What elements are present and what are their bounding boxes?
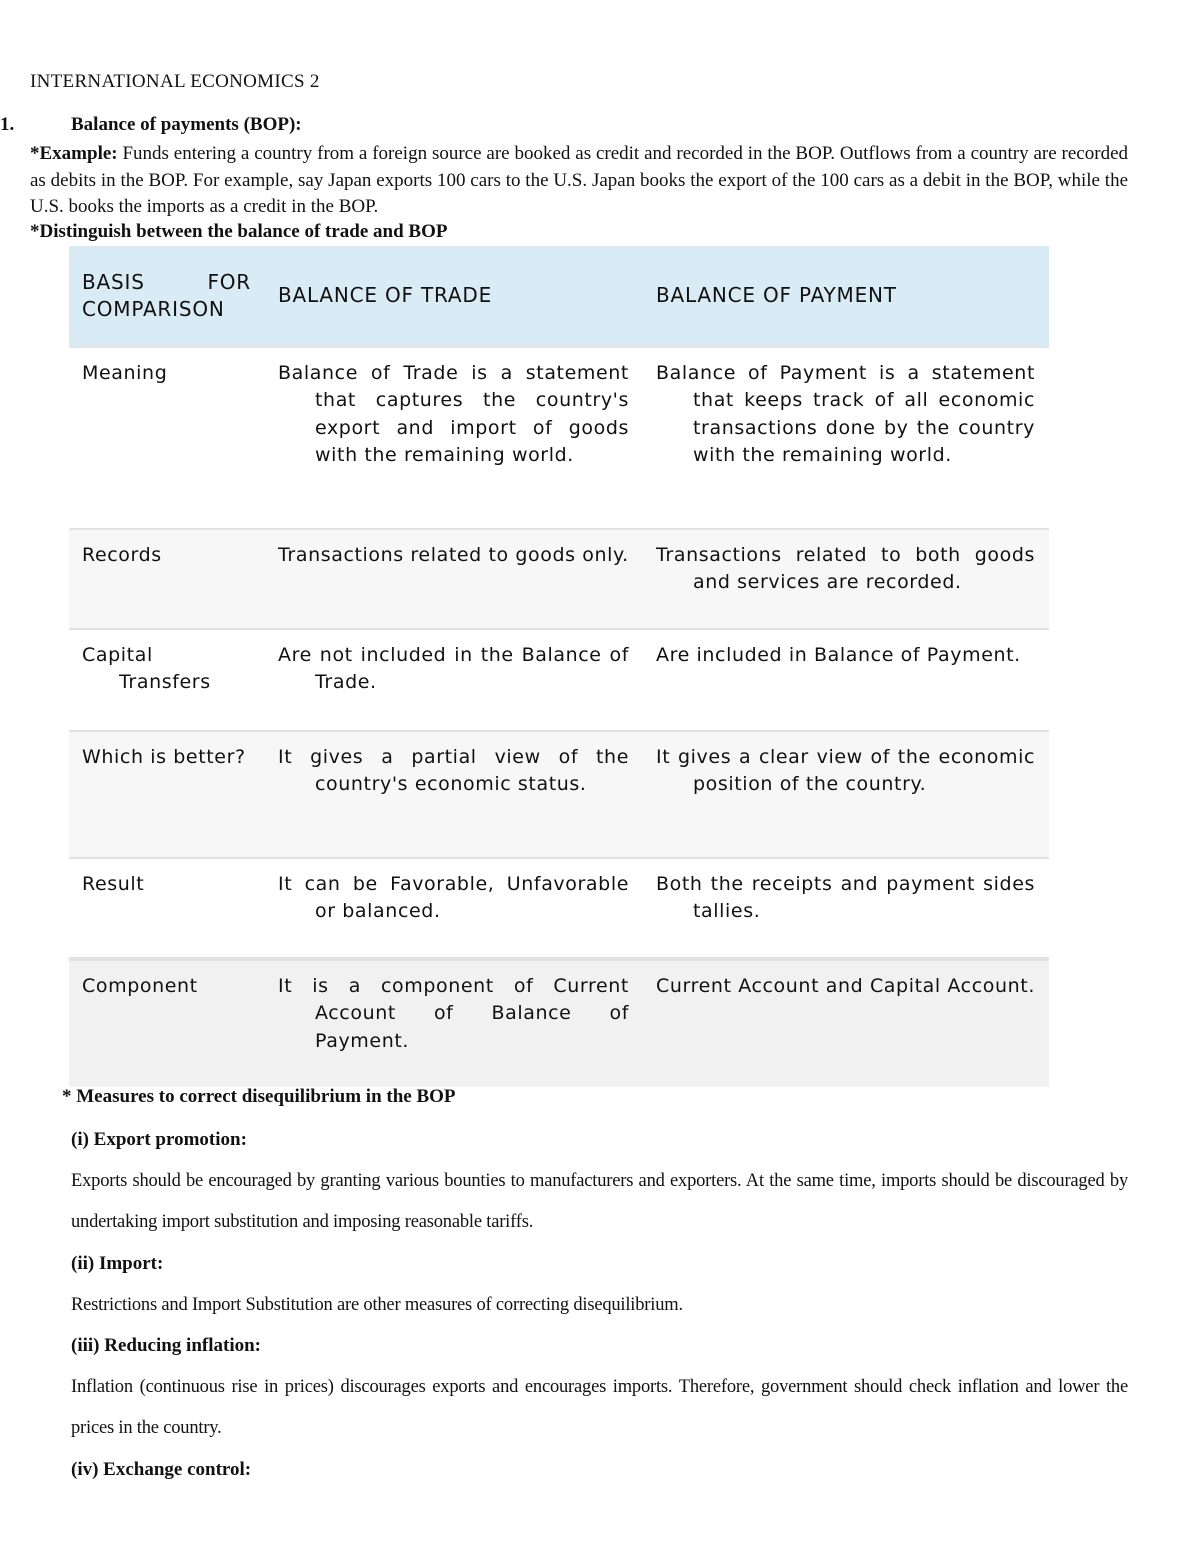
distinguish-heading: *Distinguish between the balance of trade and BOP — [30, 221, 448, 242]
measure-heading-import: (ii) Import: — [71, 1253, 164, 1274]
cell-payment: Transactions related to both goods and services are recorded. — [643, 529, 1049, 629]
cell-basis: Component — [69, 959, 265, 1087]
cell-payment: Current Account and Capital Account. — [643, 959, 1049, 1087]
cell-trade: Transactions related to goods only. — [265, 529, 643, 629]
table-row — [69, 529, 1049, 629]
section-title: Balance of payments (BOP): — [71, 114, 302, 135]
table-row — [69, 629, 1049, 731]
cell-trade: Balance of Trade is a statement that captures the country's export and import of goods with the remaining world. — [265, 347, 643, 529]
table-header-row — [69, 246, 1049, 347]
cell-payment: Balance of Payment is a statement that keeps track of all economic transactions done by the country with the remaining world. — [643, 347, 1049, 529]
document-title: INTERNATIONAL ECONOMICS 2 — [30, 71, 320, 92]
cell-trade: It gives a partial view of the country's economic status. — [265, 731, 643, 858]
cell-basis: Records — [69, 529, 265, 629]
cell-payment: It gives a clear view of the economic position of the country. — [643, 731, 1049, 858]
example-paragraph — [30, 141, 1128, 221]
table-row — [69, 731, 1049, 858]
section-number: 1. — [0, 114, 15, 135]
measure-heading-reducing-inflation: (iii) Reducing inflation: — [71, 1335, 262, 1356]
measure-text-import: Restrictions and Import Substitution are other measures of correcting disequilibrium. — [71, 1295, 683, 1315]
measure-text-export-promotion: Exports should be encouraged by granting various bounties to manufacturers and exporters. At the same time, imports should be discouraged by undertaking import substitution and imposing reasonable tariffs. — [71, 1171, 1128, 1232]
cell-basis: Meaning — [69, 347, 265, 529]
cell-payment: Both the receipts and payment sides tallies. — [643, 858, 1049, 959]
measure-heading-export-promotion: (i) Export promotion: — [71, 1129, 247, 1150]
example-text: Funds entering a country from a foreign source are booked as credit and recorded in the BOP. Outflows from a country are recorded as debits in the BOP. For example, say Japan exports 100 cars to the U.S. Japan books the export of the 100 cars as a debit in the BOP, while the U.S. books the imports as a credit in the BOP. — [30, 143, 1128, 217]
measures-heading: * Measures to correct disequilibrium in the BOP — [62, 1086, 456, 1107]
table-row — [69, 959, 1049, 1087]
header-balance-of-trade: BALANCE OF TRADE — [265, 246, 643, 347]
measure-heading-exchange-control: (iv) Exchange control: — [71, 1459, 252, 1480]
header-balance-of-payment: BALANCE OF PAYMENT — [643, 246, 1049, 347]
comparison-table — [69, 246, 1049, 1087]
cell-basis: Capital Transfers — [69, 629, 265, 731]
example-label: *Example: — [30, 143, 118, 164]
header-basis: BASIS FOR COMPARISON — [69, 246, 265, 347]
cell-trade: Are not included in the Balance of Trade. — [265, 629, 643, 731]
cell-trade: It is a component of Current Account of Balance of Payment. — [265, 959, 643, 1087]
measure-text-reducing-inflation: Inflation (continuous rise in prices) discourages exports and encourages imports. Therefore, government should check inflation and lower the prices in the country. — [71, 1377, 1128, 1438]
cell-trade: It can be Favorable, Unfavorable or balanced. — [265, 858, 643, 959]
cell-basis: Result — [69, 858, 265, 959]
cell-payment: Are included in Balance of Payment. — [643, 629, 1049, 731]
cell-basis: Which is better? — [69, 731, 265, 858]
table-row — [69, 347, 1049, 529]
table-row — [69, 858, 1049, 959]
